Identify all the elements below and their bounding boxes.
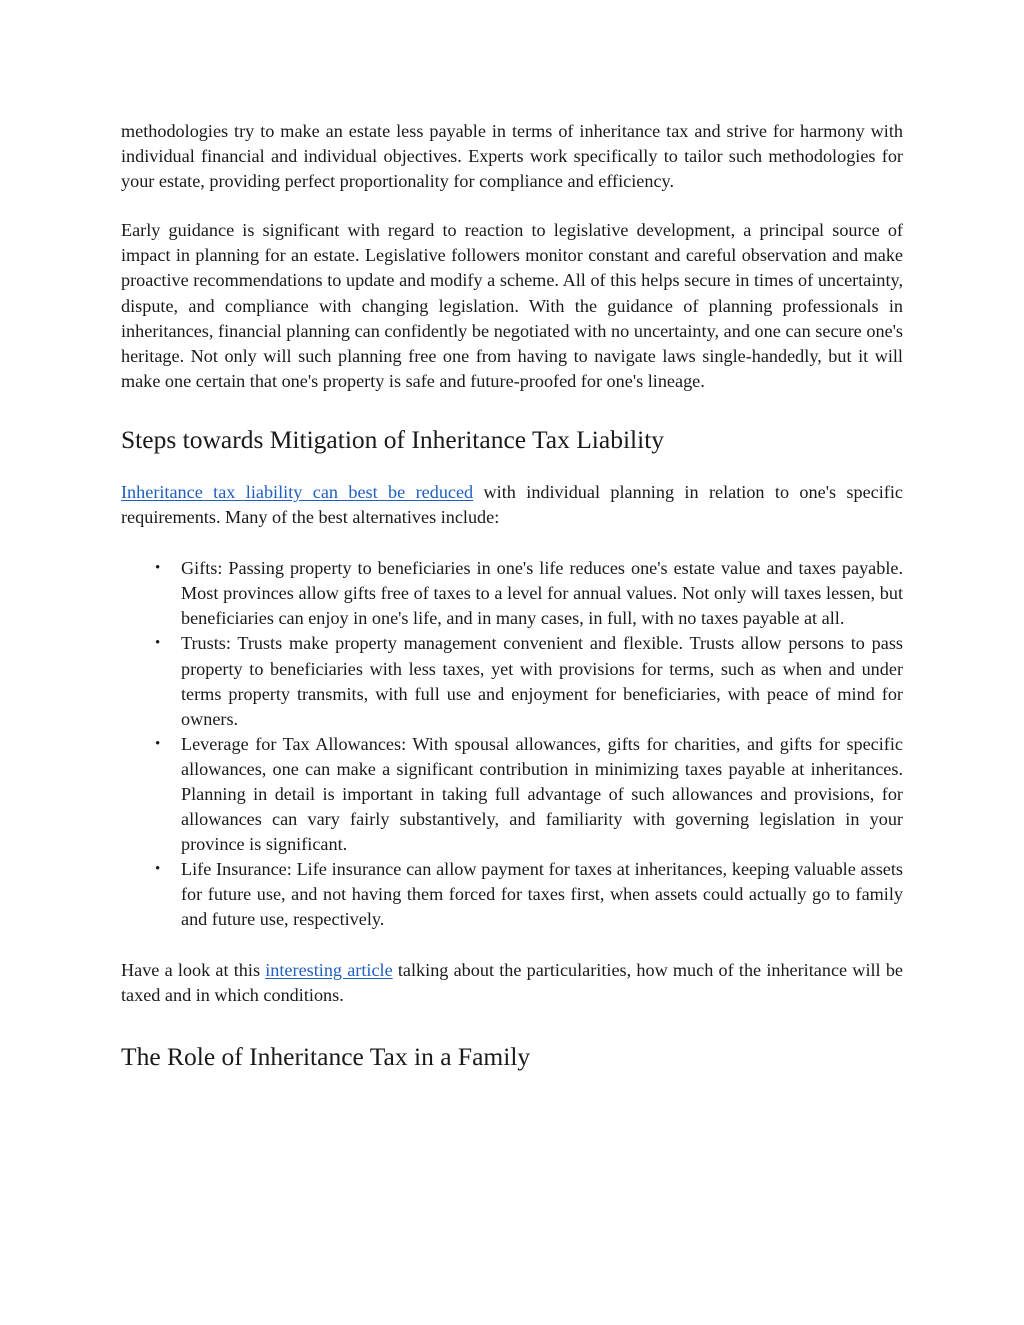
document-page: [121, 119, 903, 1072]
outro-text-after: talking about the particularities, how much of the inheritance will be taxed and in which conditions.: [121, 959, 903, 1005]
list-item-text: Gifts: Passing property to beneficiaries in one's life reduces one's estate value and taxes payable. Most provinces allow gifts free of taxes to a level for annual values. Not only will taxes lessen, but beneficiaries can enjoy in one's life, and in many cases, in full, with no taxes payable at all.: [181, 558, 903, 629]
steps-intro-paragraph: [121, 480, 903, 530]
list-item-text: Trusts: Trusts make property management convenient and flexible. Trusts allow persons to pass property to beneficiaries with less taxes, yet with provisions for terms, such as when and under terms property transmits, with full use and enjoyment for beneficiaries, with peace of mind for owners.: [181, 633, 903, 729]
outro-text-before: Have a look at this: [121, 959, 266, 980]
list-item: [155, 631, 903, 731]
list-item-text: Life Insurance: Life insurance can allow payment for taxes at inheritances, keeping valuable assets for future use, and not having them forced for taxes first, when assets could actually go to family and future use, respectively.: [181, 859, 903, 930]
bullet-icon: •: [155, 735, 161, 752]
guidance-paragraph: Early guidance is significant with regard to reaction to legislative development, a principal source of impact in planning for an estate. Legislative followers monitor constant and careful observation and make proactive recommendations to update and modify a scheme. All of this helps secure in times of uncertainty, dispute, and compliance with changing legislation. With the guidance of planning professionals in inheritances, financial planning can confidently be negotiated with no uncertainty, and one can secure one's heritage. Not only will such planning free one from having to navigate laws single-handedly, but it will make one certain that one's property is safe and future-proofed for one's lineage.: [121, 220, 903, 391]
intro-paragraph: methodologies try to make an estate less payable in terms of inheritance tax and strive for harmony with individual financial and individual objectives. Experts work specifically to tailor such methodologies for your estate, providing perfect proportionality for compliance and efficiency.: [121, 121, 903, 192]
steps-heading: Steps towards Mitigation of Inheritance Tax Liability: [121, 424, 665, 454]
inheritance-tax-link[interactable]: Inheritance tax liability can best be reduced: [121, 481, 474, 502]
role-heading: The Role of Inheritance Tax in a Family: [121, 1041, 531, 1071]
bullet-icon: •: [155, 560, 161, 577]
outro-paragraph: [121, 958, 903, 1008]
alternatives-list: [121, 556, 903, 932]
list-item: [155, 732, 903, 857]
steps-intro-text: with individual planning in relation to one's specific requirements. Many of the best alternatives include:: [121, 481, 903, 528]
interesting-article-link[interactable]: interesting article: [265, 959, 393, 980]
bullet-icon: •: [155, 861, 161, 878]
list-item: [155, 556, 903, 631]
list-item: [155, 857, 903, 932]
bullet-icon: •: [155, 635, 161, 652]
list-item-text: Leverage for Tax Allowances: With spousal allowances, gifts for charities, and gifts for specific allowances, one can make a significant contribution in minimizing taxes payable at inheritances. Planning in detail is important in taking full advantage of such allowances and provisions, for allowances can vary fairly substantively, and familiarity with governing legislation in your province is significant.: [181, 733, 903, 855]
